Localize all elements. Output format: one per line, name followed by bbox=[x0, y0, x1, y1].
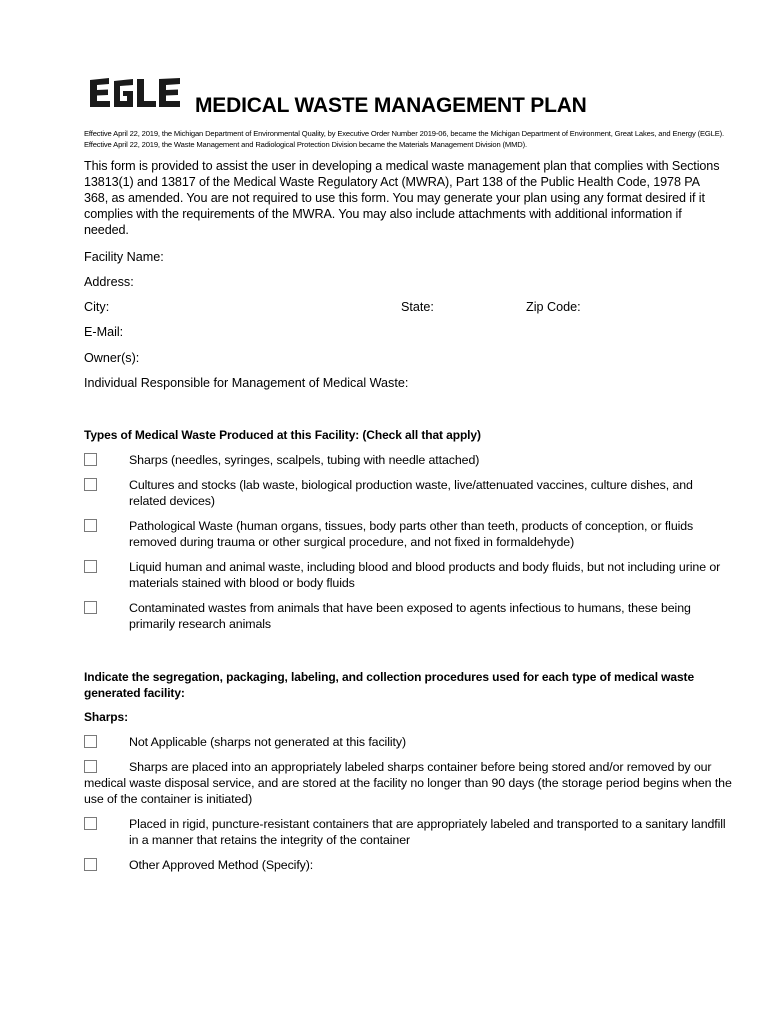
waste-types-heading: Types of Medical Waste Produced at this Facility: (Check all that apply) bbox=[84, 428, 481, 442]
agency-notice: Effective April 22, 2019, the Michigan Department of Environmental Quality, by Executive Order Number 2019-06, became the Michigan Department of Environment, Great Lakes, and Energy (EGLE). Effective April 22, 2019, the Waste Management and Radiological Protection Division became the Materials Management Division (MMD). bbox=[84, 129, 724, 149]
cultures-checkbox[interactable] bbox=[84, 478, 97, 491]
owners-label: Owner(s): bbox=[84, 351, 140, 365]
sharps-not-applicable-label: Not Applicable (sharps not generated at this facility) bbox=[129, 735, 406, 749]
facility-name-label: Facility Name: bbox=[84, 250, 164, 264]
animal-waste-option-label: Contaminated wastes from animals that have been exposed to agents infectious to humans, these being primarily research animals bbox=[129, 601, 691, 631]
liquid-waste-option-label: Liquid human and animal waste, including blood and blood products and body fluids, but not including urine or materials stained with blood or body fluids bbox=[129, 560, 721, 590]
sharps-heading: Sharps: bbox=[84, 710, 128, 724]
sharps-option-label: Sharps (needles, syringes, scalpels, tubing with needle attached) bbox=[129, 453, 480, 467]
intro-paragraph: This form is provided to assist the user in developing a medical waste management plan that complies with Sections 13813(1) and 13817 of the Medical Waste Regulatory Act (MWRA), Part 138 of the Public Health Code, 1978 PA 368, as amended. You are not required to use this form. You may generate your plan using any format desired if it complies with the requirements of the MWRA. You may also include attachments with additional information if needed. bbox=[84, 159, 720, 237]
sharps-landfill-checkbox[interactable] bbox=[84, 817, 97, 830]
sharps-not-applicable-checkbox[interactable] bbox=[84, 735, 97, 748]
state-label: State: bbox=[401, 300, 434, 314]
zip-code-label: Zip Code: bbox=[526, 300, 581, 314]
sharps-other-method-label: Other Approved Method (Specify): bbox=[129, 858, 314, 872]
animal-waste-checkbox[interactable] bbox=[84, 601, 97, 614]
cultures-option-label: Cultures and stocks (lab waste, biological production waste, live/attenuated vaccines, culture dishes, and related devices) bbox=[129, 478, 693, 508]
address-label: Address: bbox=[84, 275, 134, 289]
egle-logo bbox=[89, 77, 181, 109]
pathological-checkbox[interactable] bbox=[84, 519, 97, 532]
email-label: E-Mail: bbox=[84, 325, 124, 339]
sharps-container-label: Sharps are placed into an appropriately labeled sharps container before being stored and/or removed by our medical waste disposal service, and are stored at the facility no longer than 90 days (the storage period begins when the use of the container is initiated) bbox=[84, 760, 732, 806]
pathological-option-label: Pathological Waste (human organs, tissues, body parts other than teeth, products of conception, or fluids removed during trauma or other surgical procedure, and not fixed in formaldehyde) bbox=[129, 519, 694, 549]
page-title: MEDICAL WASTE MANAGEMENT PLAN bbox=[195, 94, 587, 117]
sharps-other-method-checkbox[interactable] bbox=[84, 858, 97, 871]
city-label: City: bbox=[84, 300, 110, 314]
responsible-individual-label: Individual Responsible for Management of Medical Waste: bbox=[84, 376, 409, 390]
sharps-checkbox[interactable] bbox=[84, 453, 97, 466]
liquid-waste-checkbox[interactable] bbox=[84, 560, 97, 573]
sharps-landfill-label: Placed in rigid, puncture-resistant containers that are appropriately labeled and transported to a sanitary landfill in a manner that retains the integrity of the container bbox=[129, 817, 726, 847]
procedures-heading: Indicate the segregation, packaging, labeling, and collection procedures used for each type of medical waste generated facility: bbox=[84, 670, 695, 700]
